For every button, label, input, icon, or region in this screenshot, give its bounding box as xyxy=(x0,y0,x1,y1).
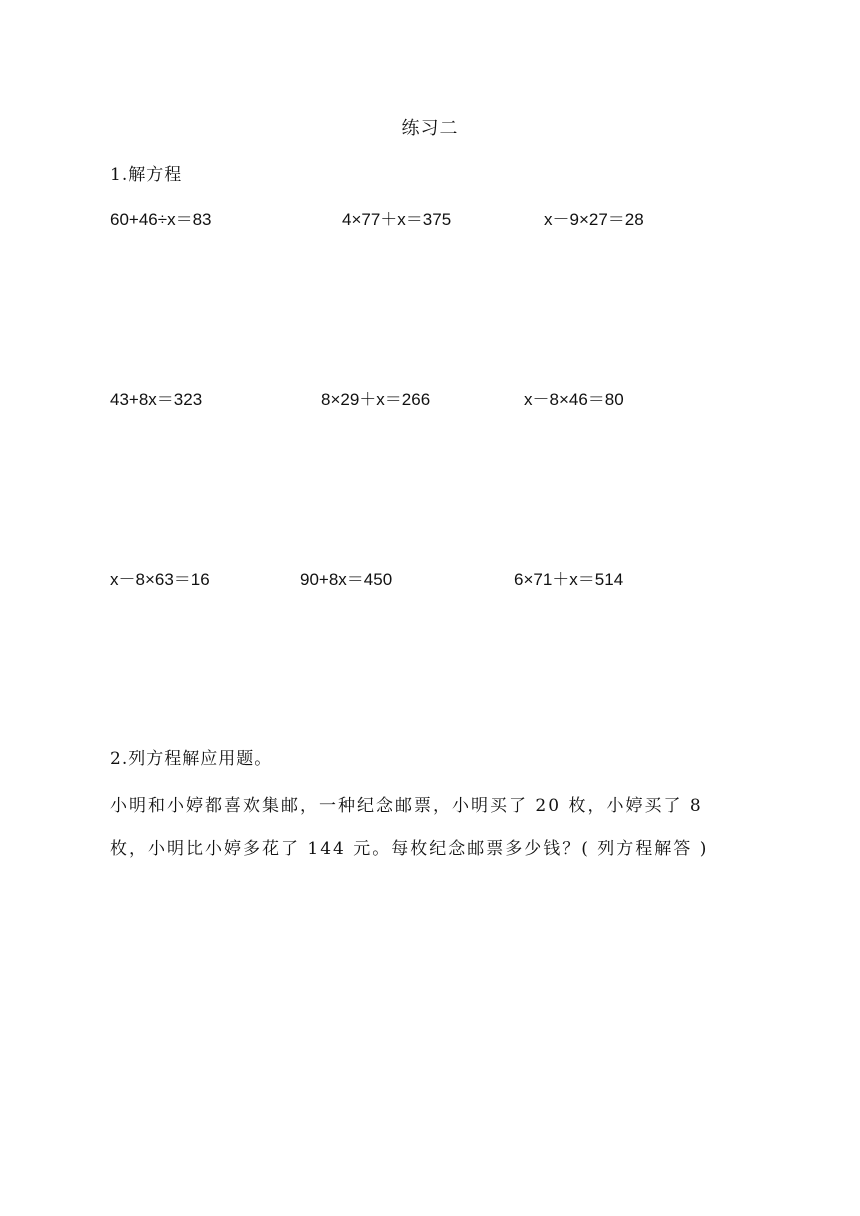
equation-2-2: 8×29＋x＝266 xyxy=(321,390,431,409)
page-title: 练习二 xyxy=(401,118,459,139)
equation-1-1: 60+46÷x＝83 xyxy=(110,210,212,229)
equation-2-1: 43+8x＝323 xyxy=(110,390,203,409)
section-2-heading: 2.列方程解应用题。 xyxy=(110,749,273,769)
word-problem-line-1: 小明和小婷都喜欢集邮，一种纪念邮票，小明买了 20 枚，小婷买了 8 xyxy=(110,796,703,816)
equation-3-2: 90+8x＝450 xyxy=(300,570,393,589)
equation-1-2: 4×77＋x＝375 xyxy=(342,210,452,229)
word-problem-line-2: 枚，小明比小婷多花了 144 元。每枚纪念邮票多少钱？( 列方程解答 ) xyxy=(110,839,709,859)
equation-2-3: x－8×46＝80 xyxy=(524,390,624,409)
equation-3-1: x－8×63＝16 xyxy=(110,570,210,589)
equation-1-3: x－9×27＝28 xyxy=(544,210,644,229)
equation-3-3: 6×71＋x＝514 xyxy=(514,570,624,589)
section-1-heading: 1.解方程 xyxy=(110,165,183,185)
